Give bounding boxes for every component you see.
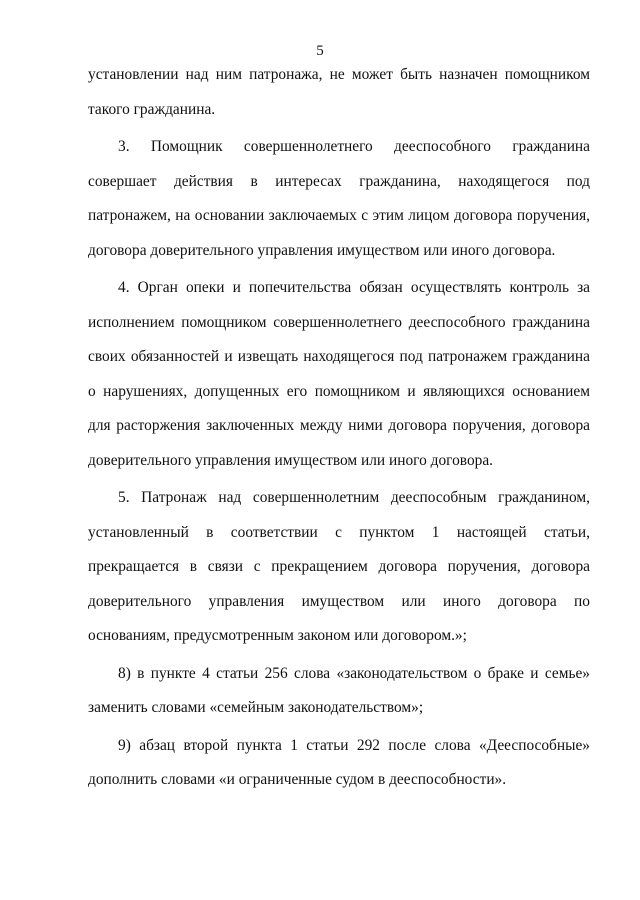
document-body xyxy=(88,58,590,798)
paragraph-item-4: 4. Орган опеки и попечительства обязан осуществлять контроль за исполнением помощником совершеннолетнего дееспособного гражданина своих обязанностей и извещать находящегося под патронажем гражданина о нарушениях, допущенных его помощником и являющихся основанием для расторжения заключенных между ними договора поручения, договора доверительного управления имуществом или иного договора. xyxy=(88,279,590,469)
paragraph-item-5: 5. Патронаж над совершеннолетним дееспособным гражданином, установленный в соответствии с пунктом 1 настоящей статьи, прекращается в связи с прекращением договора поручения, договора доверительного управления имуществом или иного договора по основаниям, предусмотренным законом или договором.»; xyxy=(88,489,590,644)
page-number: 5 xyxy=(316,43,324,59)
paragraph-amendment-9: 9) абзац второй пункта 1 статьи 292 после слова «Дееспособные» дополнить словами «и ограниченные судом в дееспособности». xyxy=(88,736,590,788)
paragraph-continuation: установлении над ним патронажа, не может быть назначен помощником такого гражданина. xyxy=(88,66,590,118)
paragraph-amendment-8: 8) в пункте 4 статьи 256 слова «законодательством о браке и семье» заменить словами «семейным законодательством»; xyxy=(88,664,590,716)
paragraph-item-3: 3. Помощник совершеннолетнего дееспособного гражданина совершает действия в интересах гражданина, находящегося под патронажем, на основании заключаемых с этим лицом договора поручения, договора доверительного управления имуществом или иного договора. xyxy=(88,138,590,259)
